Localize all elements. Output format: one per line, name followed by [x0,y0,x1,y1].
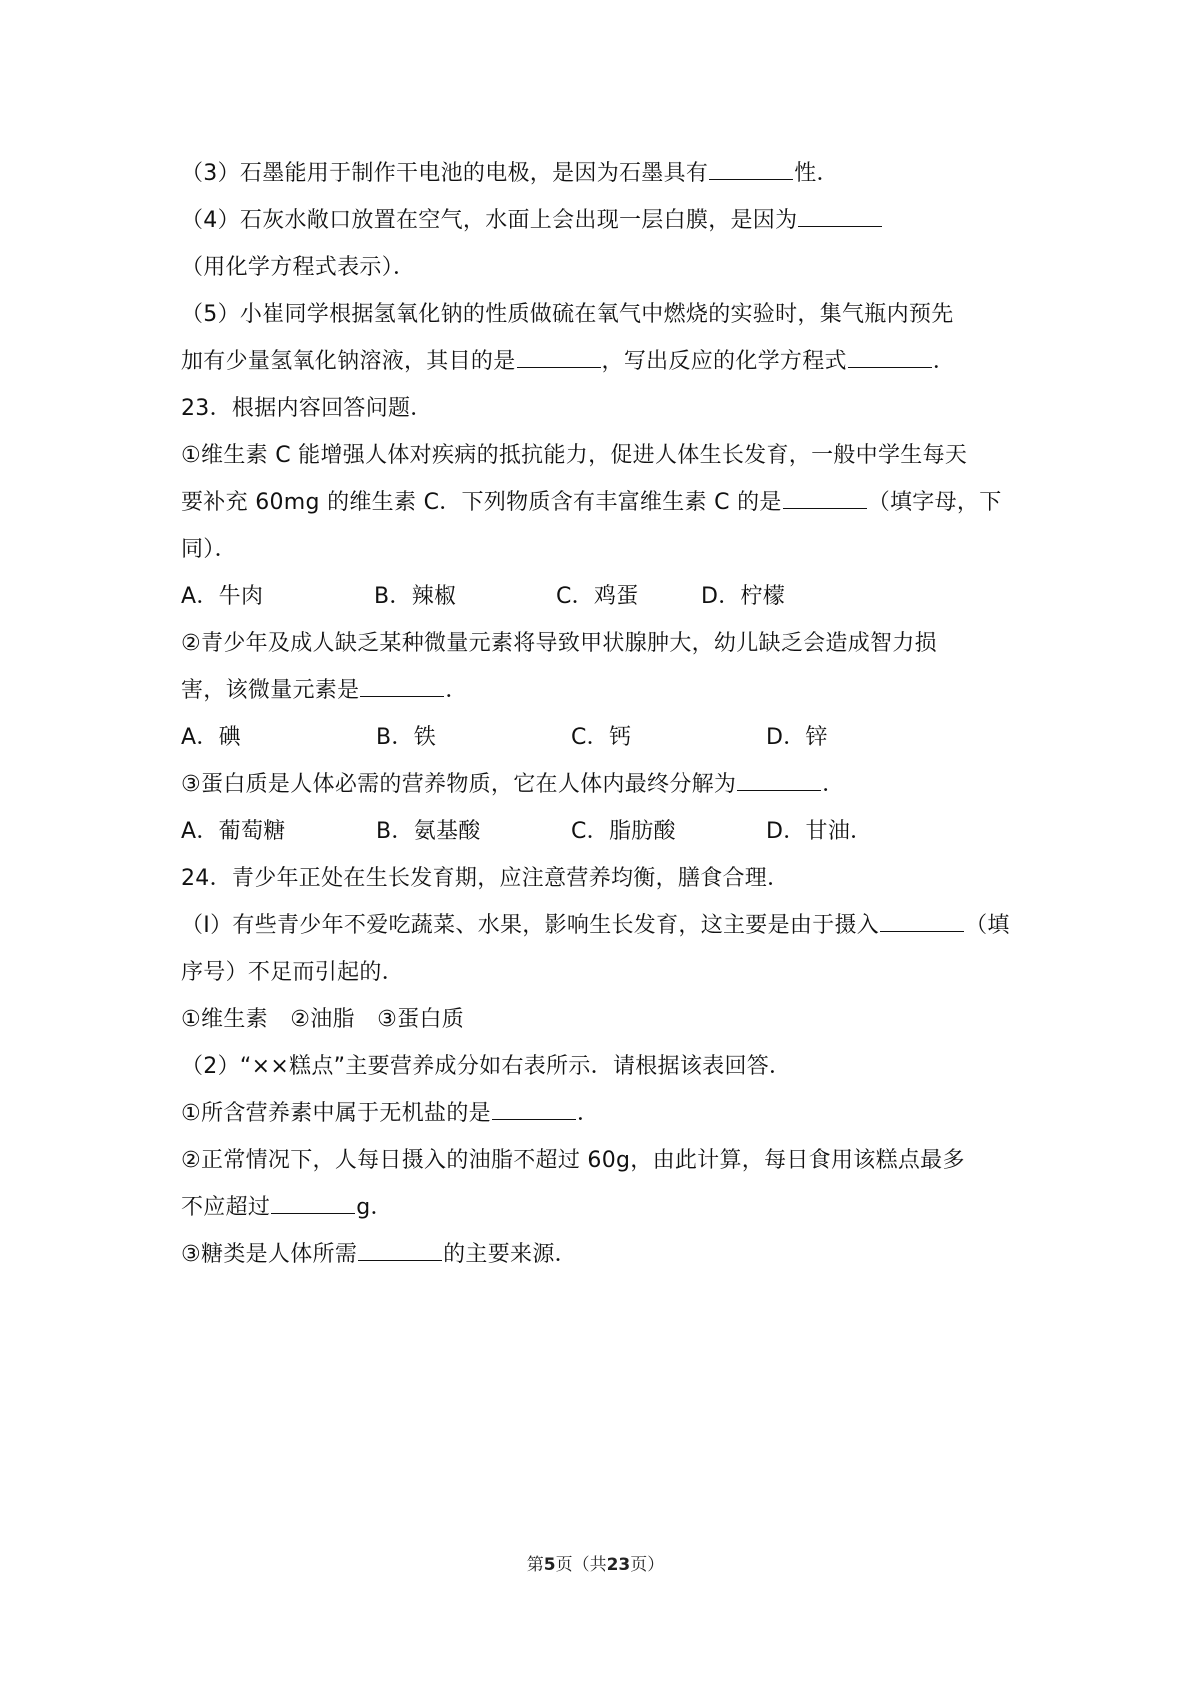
answer-blank[interactable] [517,349,601,368]
q24-part2-q1-text: ①所含营养素中属于无机盐的是 [181,1101,491,1126]
answer-blank[interactable] [880,913,964,932]
q24-part1-text: （I）有些青少年不爱吃蔬菜、水果，影响生长发育，这主要是由于摄入 [181,913,880,938]
q24-part1-text-3: 序号）不足而引起的． [181,960,405,985]
option-d[interactable]: D．柠檬 [701,584,786,609]
footer-suffix: 页） [630,1555,665,1575]
q23-part1-text: ①维生素 C 能增强人体对疾病的抵抗能力，促进人体生长发育，一般中学生每天 [181,443,968,468]
question-title: 23．根据内容回答问题． [181,396,433,421]
q24-part2-q2-text-2: 不应超过 [181,1195,271,1220]
q23-part1-options [181,573,1021,620]
q23-part1-text-3: （填字母，下 [867,490,1002,515]
q22-part4-text: （4）石灰水敞口放置在空气，水面上会出现一层白膜，是因为 [181,208,798,233]
footer-middle: 页（共 [555,1555,607,1575]
q22-part4 [181,197,1021,244]
q24-part2-q3 [181,1231,1021,1278]
option-a[interactable]: A．牛肉 [181,584,264,609]
q22-part5 [181,291,1021,338]
q22-part4-note: （用化学方程式表示）． [181,255,416,280]
q24-part1-continued [181,949,1021,996]
option-b[interactable]: B．氨基酸 [376,819,481,844]
page-content [181,150,1021,1278]
q22-part5-continued [181,338,1021,385]
q22-part5-text-4: ． [932,349,956,374]
option-b[interactable]: B．铁 [376,725,436,750]
q24-part1-text-2: （填 [965,913,1010,938]
q24-part2-q1 [181,1090,1021,1137]
q22-part4-continued [181,244,1021,291]
option-c[interactable]: C．鸡蛋 [556,584,639,609]
q22-part5-text-2: 加有少量氢氧化钠溶液，其目的是 [181,349,516,374]
option-b[interactable]: B．辣椒 [374,584,457,609]
question-title: 24．青少年正处在生长发育期，应注意营养均衡，膳食合理． [181,866,790,891]
q23-part2-text-2: 害，该微量元素是 [181,678,360,703]
q24-part1-options [181,996,1021,1043]
q23-part1-text-2: 要补充 60mg 的维生素 C．下列物质含有丰富维生素 C 的是 [181,490,782,515]
q22-part3-suffix: 性． [794,161,839,186]
q24-part1 [181,902,1021,949]
answer-blank[interactable] [358,1242,442,1261]
option-c[interactable]: C．钙 [571,725,632,750]
q23-part3-text-2: ． [822,772,845,797]
answer-blank[interactable] [709,161,793,180]
answer-blank[interactable] [737,772,821,791]
q24-part2-q3-suffix: 的主要来源． [443,1242,577,1267]
q23-part3-text: ③蛋白质是人体必需的营养物质，它在人体内最终分解为 [181,772,737,797]
q22-part3-text: （3）石墨能用于制作干电池的电极，是因为石墨具有 [181,161,709,186]
q24-part2-q2-text: ②正常情况下，人每日摄入的油脂不超过 60g，由此计算，每日食用该糕点最多 [181,1148,965,1173]
q22-part3 [181,150,1021,197]
answer-blank[interactable] [360,678,444,697]
option-d[interactable]: D．甘油． [766,819,873,844]
q24-part2-text: （2）“××糕点”主要营养成分如右表所示．请根据该表回答． [181,1054,792,1079]
option-d[interactable]: D．锌 [766,725,828,750]
answer-blank[interactable] [798,208,882,227]
q23-part3 [181,761,1021,808]
q23-part1 [181,432,1021,479]
q23-part3-options [181,808,1021,855]
q23-title [181,385,1021,432]
q23-part1-continued-2 [181,526,1021,573]
q23-part1-continued [181,479,1021,526]
total-pages: 23 [606,1555,631,1575]
footer-prefix: 第 [526,1555,544,1575]
q24-part2-q2-continued [181,1184,1021,1231]
q24-part2-q2-suffix: g． [356,1195,393,1220]
q23-part2 [181,620,1021,667]
q22-part5-text: （5）小崔同学根据氢氧化钠的性质做硫在氧气中燃烧的实验时，集气瓶内预先 [181,302,954,327]
q24-part2-q3-text: ③糖类是人体所需 [181,1242,358,1267]
answer-blank[interactable] [271,1195,355,1214]
option-a[interactable]: A．碘 [181,725,241,750]
q23-part2-text-3: ． [445,678,468,703]
q24-part1-choices: ①维生素 ②油脂 ③蛋白质 [181,1007,465,1032]
q24-title [181,855,1021,902]
option-c[interactable]: C．脂肪酸 [571,819,676,844]
option-a[interactable]: A．葡萄糖 [181,819,286,844]
q22-part5-text-3: ，写出反应的化学方程式 [601,349,847,374]
q23-part1-text-4: 同）． [181,537,237,562]
q23-part2-continued [181,667,1021,714]
answer-blank[interactable] [783,490,867,509]
page-footer [0,1550,1191,1575]
page-number: 5 [543,1555,556,1575]
q24-part2-q2 [181,1137,1021,1184]
q23-part2-text: ②青少年及成人缺乏某种微量元素将导致甲状腺肿大，幼儿缺乏会造成智力损 [181,631,937,656]
q24-part2-q1-suffix: ． [576,1101,600,1126]
q24-part2 [181,1043,1021,1090]
answer-blank[interactable] [492,1101,576,1120]
q23-part2-options [181,714,1021,761]
answer-blank[interactable] [848,349,932,368]
